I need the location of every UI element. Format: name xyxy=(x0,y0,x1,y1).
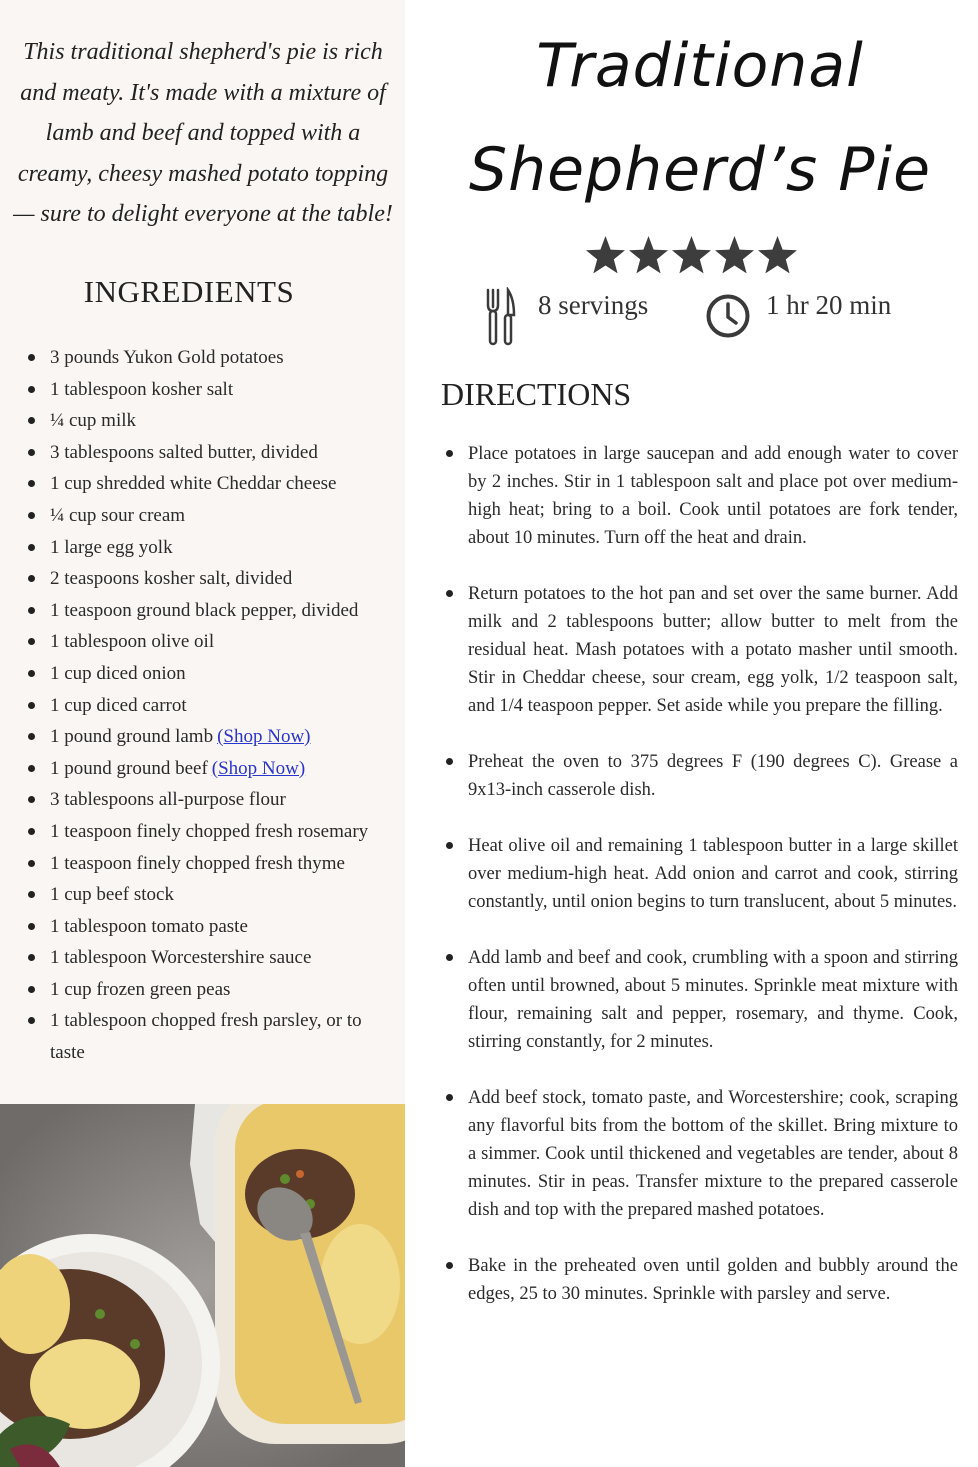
ingredient-item xyxy=(50,532,395,564)
ingredient-text: 1 tablespoon kosher salt xyxy=(50,378,234,400)
directions-heading: DIRECTIONS xyxy=(441,376,632,412)
ingredient-item xyxy=(50,626,395,658)
star-icon xyxy=(757,234,798,276)
ingredient-text: 1 cup beef stock xyxy=(50,884,174,906)
title-line-1: Traditional xyxy=(536,31,864,101)
ingredients-heading: INGREDIENTS xyxy=(83,274,295,309)
recipe-title xyxy=(430,14,970,222)
clock-icon xyxy=(705,293,751,339)
ingredient-text: 2 teaspoons kosher salt, divided xyxy=(50,568,293,590)
ingredient-text: 3 pounds Yukon Gold potatoes xyxy=(50,347,284,368)
ingredient-text: 1 large egg yolk xyxy=(50,536,173,558)
shop-now-link[interactable]: (Shop Now) xyxy=(217,726,311,748)
ingredient-item xyxy=(50,753,395,785)
ingredient-text: 1 pound ground lamb xyxy=(50,726,214,748)
fork-knife-icon xyxy=(484,287,516,347)
ingredient-item xyxy=(50,942,395,974)
ingredient-text: 1 tablespoon olive oil xyxy=(50,631,215,653)
shepherds-pie-photo xyxy=(0,1104,405,1467)
ingredient-item xyxy=(50,595,395,627)
star-icon xyxy=(628,234,669,276)
ingredient-item xyxy=(50,721,395,753)
direction-step: Bake in the preheated oven until golden and bubbly around the edges, 25 to 30 minutes. Sprinkle with parsley and serve. xyxy=(468,1252,958,1308)
ingredient-text: 1 tablespoon tomato paste xyxy=(50,915,248,937)
ingredient-item xyxy=(50,658,395,690)
ingredient-item xyxy=(50,690,395,722)
ingredient-item xyxy=(50,879,395,911)
direction-step: Preheat the oven to 375 degrees F (190 degrees C). Grease a 9x13-inch casserole dish. xyxy=(468,748,958,804)
time-text: 1 hr 20 min xyxy=(766,290,892,320)
ingredient-text: 1 teaspoon finely chopped fresh rosemary xyxy=(50,820,369,842)
star-icon xyxy=(714,234,755,276)
ingredient-item xyxy=(50,342,395,374)
ingredients-panel xyxy=(0,0,405,1104)
ingredient-text: ¼ cup sour cream xyxy=(50,504,186,526)
shop-now-link[interactable]: (Shop Now) xyxy=(211,757,306,779)
direction-step: Add lamb and beef and cook, crumbling with a spoon and stirring often until browned, about 5 minutes. Sprinkle meat mixture with flour, remaining salt and pepper, rosemary, and thyme. Cook, stirring constantly, for 2 minutes. xyxy=(468,944,958,1056)
ingredient-text: 1 cup shredded white Cheddar cheese xyxy=(50,473,337,495)
ingredient-item xyxy=(50,405,395,437)
direction-step: Place potatoes in large saucepan and add enough water to cover by 2 inches. Stir in 1 tablespoon salt and place pot over medium-high heat; bring to a boil. Cook until potatoes are fork tender, about 10 minutes. Turn off the heat and drain. xyxy=(468,440,958,552)
ingredient-text: 1 cup frozen green peas xyxy=(50,978,231,1000)
directions-list xyxy=(468,440,958,1336)
ingredient-item xyxy=(50,437,395,469)
ingredient-item xyxy=(50,911,395,943)
ingredient-text: 1 cup diced onion xyxy=(50,662,186,684)
direction-step: Return potatoes to the hot pan and set over the same burner. Add milk and 2 tablespoons butter; allow butter to melt from the residual heat. Mash potatoes with a potato masher until smooth. Stir in Cheddar cheese, sour cream, egg yolk, 1/2 teaspoon salt, and 1/4 teaspoon pepper. Set aside while you prepare the filling. xyxy=(468,580,958,720)
ingredient-text: ¼ cup milk xyxy=(50,410,137,432)
ingredient-text: 1 cup diced carrot xyxy=(50,694,187,716)
direction-step: Add beef stock, tomato paste, and Worcestershire; cook, scraping any flavorful bits from the bottom of the skillet. Bring mixture to a simmer. Cook until thickened and vegetables are tender, about 8 minutes. Stir in peas. Transfer mixture to the prepared casserole dish and top with the prepared mashed potatoes. xyxy=(468,1084,958,1224)
star-rating xyxy=(585,234,800,278)
ingredient-item xyxy=(50,1005,395,1068)
ingredient-text: 1 teaspoon finely chopped fresh thyme xyxy=(50,852,345,874)
star-icon xyxy=(585,234,626,276)
ingredient-item xyxy=(50,784,395,816)
ingredient-text: 1 teaspoon ground black pepper, divided xyxy=(50,599,359,621)
ingredient-text: 1 tablespoon Worcestershire sauce xyxy=(50,947,312,969)
ingredient-item xyxy=(50,816,395,848)
ingredient-item xyxy=(50,500,395,532)
ingredient-item xyxy=(50,374,395,406)
ingredient-text: 1 pound ground beef xyxy=(50,757,208,779)
ingredient-item xyxy=(50,974,395,1006)
servings-text: 8 servings xyxy=(538,290,649,320)
star-icon xyxy=(671,234,712,276)
ingredient-item xyxy=(50,848,395,880)
ingredients-list xyxy=(50,342,395,1069)
ingredient-item xyxy=(50,468,395,500)
ingredient-item xyxy=(50,563,395,595)
direction-step: Heat olive oil and remaining 1 tablespoon butter in a large skillet over medium-high heat. Add onion and carrot and cook, stirring constantly, until onion begins to turn translucent, about 5 minutes. xyxy=(468,832,958,916)
ingredient-text: 1 tablespoon chopped fresh parsley, or to taste xyxy=(50,1010,362,1064)
intro-text: This traditional shepherd's pie is rich and meaty. It's made with a mixture of lamb and beef and topped with a creamy, cheesy mashed potato topping — sure to delight everyone at the table! xyxy=(13,39,393,227)
ingredient-text: 3 tablespoons salted butter, divided xyxy=(50,441,318,463)
title-line-2: Shepherd’s Pie xyxy=(469,135,931,205)
ingredient-text: 3 tablespoons all-purpose flour xyxy=(50,789,286,811)
